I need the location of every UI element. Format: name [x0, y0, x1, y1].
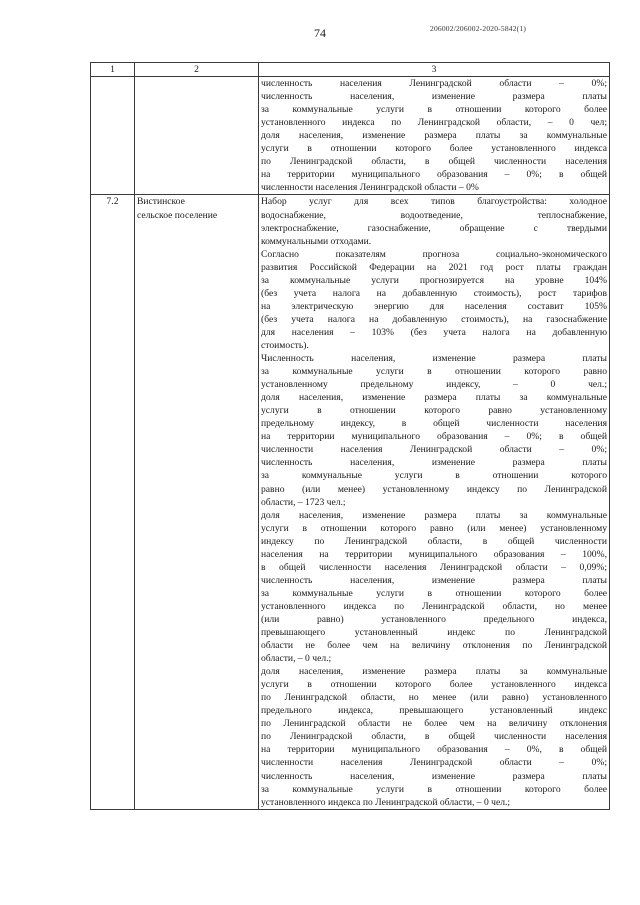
text-line: доля населения, изменение размера платы за коммунальные: [261, 392, 607, 404]
text-line: области, – 0 чел.;: [261, 653, 332, 665]
text-line: по Ленинградской области не более чем на величину отклонения: [261, 718, 607, 730]
text-line: индексу по Ленинградской области, в общей численности: [261, 535, 607, 547]
text-line: численность населения, изменение размера платы: [261, 770, 607, 782]
text-line: для населения – 103% (без учета налога на добавленную: [261, 326, 607, 338]
column-header-2: 2: [135, 63, 259, 77]
document-code: 206002/206002-2020-5842(1): [430, 24, 527, 33]
text-line: численность населения, изменение размера платы: [261, 457, 607, 469]
row-number-cell-empty: [91, 77, 135, 195]
text-line: доля населения, изменение размера платы за коммунальные: [261, 666, 607, 678]
text-line: установленного индекса по Ленинградской области, но менее: [261, 600, 607, 612]
text-line: численности населения Ленинградской области – 0%;: [261, 444, 607, 456]
text-line: в общей численности населения Ленинградской области – 0,09%;: [261, 561, 607, 573]
text-line: доля населения, изменение размера платы за коммунальные: [261, 509, 607, 521]
text-line: услуги в отношении которого более установленного индекса: [261, 679, 607, 691]
text-line: области, – 1723 чел.;: [261, 496, 346, 508]
text-line: численность населения Ленинградской области – 0%;: [261, 78, 607, 90]
table-header-row: [91, 63, 610, 77]
text-line: услуги в отношении которого равно (или менее) установленному: [261, 522, 607, 534]
text-line: за коммунальные услуги в отношении которого более: [261, 783, 607, 795]
text-line: населения на территории муниципального образования – 100%,: [261, 548, 607, 560]
text-line: за коммунальные услуги в отношении которого более: [261, 104, 607, 116]
text-line: по Ленинградской области, в общей численности населения: [261, 731, 607, 743]
text-line: предельному индексу, в общей численности населения: [261, 418, 607, 430]
row-number: 7.2: [91, 195, 135, 809]
text-line: превышающего установленный индекс по Ленинградской: [261, 627, 607, 639]
text-line: услуги в отношении которого равно установленному: [261, 405, 607, 417]
text-line: водоснабжение, водоотведение, теплоснабжение,: [261, 209, 607, 221]
table-row: [91, 195, 610, 809]
text-line: на территории муниципального образования – 0%; в общей: [261, 169, 607, 181]
text-line: Набор услуг для всех типов благоустройства: холодное: [261, 196, 607, 208]
text-line: электроснабжение, газоснабжение, обращение с твердыми: [261, 222, 607, 234]
text-line: услуги в отношении которого более установленного индекса: [261, 143, 607, 155]
row-name: [135, 195, 259, 809]
row-name-line: сельское поселение: [137, 209, 218, 221]
row-text-cell: [259, 77, 610, 195]
text-line: Согласно показателям прогноза социально-экономического: [261, 248, 607, 260]
text-line: установленному предельному индексу, – 0 чел.;: [261, 379, 607, 391]
text-line: (или равно) установленного предельного индекса,: [261, 613, 607, 625]
text-line: по Ленинградской области, но менее (или равно) установленного: [261, 692, 607, 704]
text-line: численность населения, изменение размера платы: [261, 91, 607, 103]
text-line: развития Российской Федерации на 2021 год рост платы граждан: [261, 261, 607, 273]
column-header-1: 1: [91, 63, 135, 77]
text-line: за коммунальные услуги прогнозируется на уровне 104%: [261, 274, 607, 286]
text-line: численность населения, изменение размера платы: [261, 574, 607, 586]
text-line: Численность населения, изменение размера платы: [261, 353, 607, 365]
text-line: на территории муниципального образования – 0%; в общей: [261, 431, 607, 443]
text-line: установленного индекса по Ленинградской области, – 0 чел;: [261, 117, 607, 129]
table-row-continued: [91, 77, 610, 195]
text-line: равно (или менее) установленному индексу по Ленинградской: [261, 483, 607, 495]
text-line: за коммунальные услуги в отношении которого более: [261, 587, 607, 599]
text-line: численности населения Ленинградской области – 0%: [261, 182, 479, 194]
column-header-3: 3: [259, 63, 610, 77]
page-number: 74: [314, 26, 326, 40]
text-line: (без учета налога на добавленную стоимость), рост тарифов: [261, 287, 607, 299]
text-line: стоимость).: [261, 339, 309, 351]
text-line: численности населения Ленинградской области – 0%;: [261, 757, 607, 769]
text-line: области не более чем на величину отклонения по Ленинградской: [261, 640, 607, 652]
text-line: по Ленинградской области, в общей численности населения: [261, 156, 607, 168]
document-table: [90, 62, 610, 810]
row-name-line: Вистинское: [137, 196, 185, 208]
text-line: на электрическую энергию для населения составит 105%: [261, 300, 607, 312]
text-line: на территории муниципального образования – 0%, в общей: [261, 744, 607, 756]
text-line: предельного индекса, превышающего установленный индекс: [261, 705, 607, 717]
text-line: установленного индекса по Ленинградской области, – 0 чел.;: [261, 796, 511, 808]
row-name-cell-empty: [135, 77, 259, 195]
row-text-cell: [259, 195, 610, 809]
text-line: коммунальными отходами.: [261, 235, 372, 247]
text-line: доля населения, изменение размера платы за коммунальные: [261, 130, 607, 142]
text-line: за коммунальные услуги в отношении которого: [261, 470, 607, 482]
text-line: за коммунальные услуги в отношении которого равно: [261, 366, 607, 378]
text-line: (без учета налога на добавленную стоимость), на газоснабжение: [261, 313, 607, 325]
